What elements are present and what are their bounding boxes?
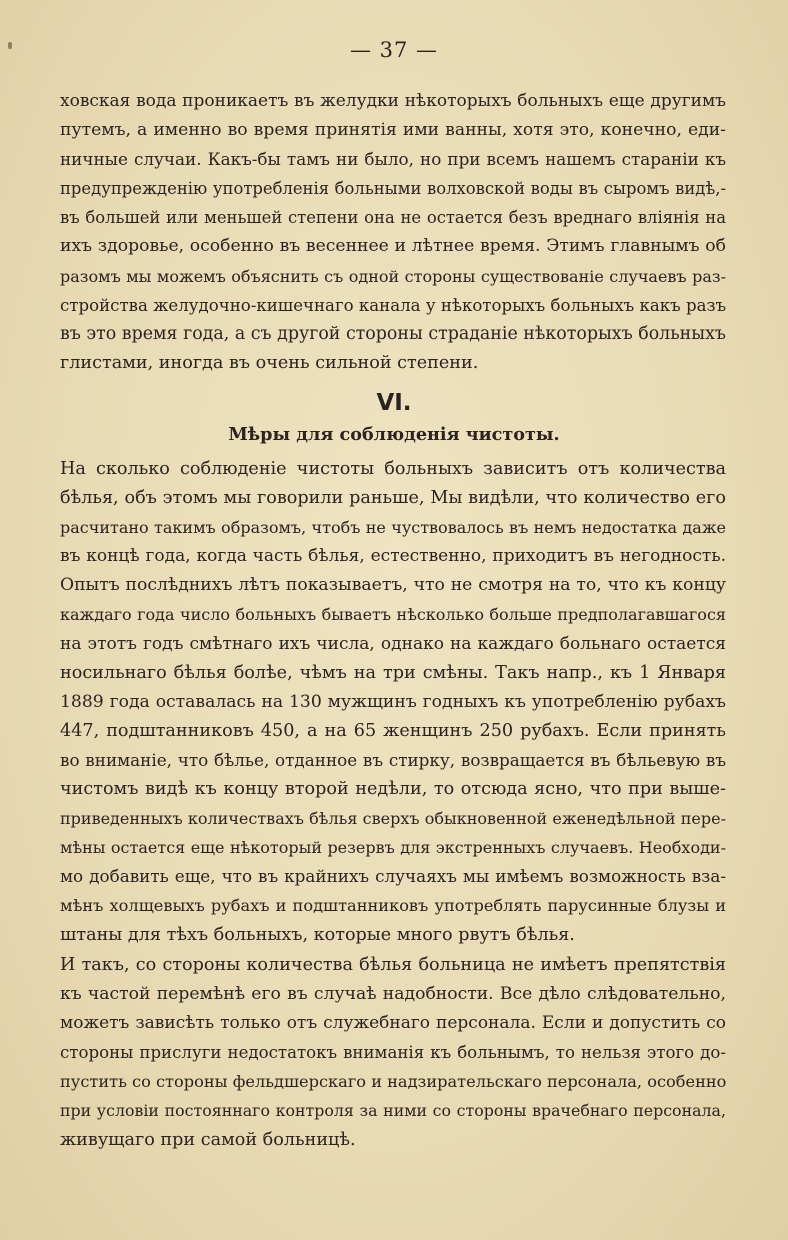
text-line: при условіи постояннаго контроля за ними со стороны врачебнаго персонала, (60, 1101, 726, 1121)
text-line: во вниманіе, что бѣлье, отданное въ стирку, возвращается въ бѣльевую въ (60, 749, 726, 770)
text-line: ихъ здоровье, особенно въ весеннее и лѣтнее время. Этимъ главнымъ об (60, 236, 726, 257)
text-line: мо добавить еще, что въ крайнихъ случаяхъ мы имѣемъ возможность вза- (60, 866, 726, 887)
section-title: Мѣры для соблюденія чистоты. (228, 424, 560, 445)
text-line: Опытъ послѣднихъ лѣтъ показываетъ, что не смотря на то, что къ концу (60, 575, 726, 596)
paragraph-2 (60, 455, 726, 950)
text-line: путемъ, а именно во время принятія ими ванны, хотя это, конечно, еди- (60, 120, 726, 141)
text-line: 1889 года оставалась на 130 мужщинъ годныхъ къ употребленію рубахъ (60, 691, 726, 712)
text-line: въ большей или меньшей степени она не остается безъ вреднаго вліянія на (60, 208, 726, 228)
text-line: чистомъ видѣ къ концу второй недѣли, то отсюда ясно, что при выше- (60, 779, 726, 800)
text-line: На сколько соблюденіе чистоты больныхъ зависитъ отъ количества (60, 459, 726, 479)
paragraph-3 (60, 951, 726, 1155)
text-line: предупрежденію употребленія больными волховской воды въ сыромъ видѣ,- (60, 179, 726, 199)
text-line: носильнаго бѣлья болѣе, чѣмъ на три смѣны. Такъ напр., къ 1 Января (60, 662, 726, 683)
text-line: 447, подштанниковъ 450, а на 65 женщинъ 250 рубахъ. Если принять (60, 720, 726, 741)
text-line: ничные случаи. Какъ-бы тамъ ни было, но при всемъ нашемъ стараніи къ (60, 149, 726, 170)
text-line: на этотъ годъ смѣтнаго ихъ числа, однако на каждаго больнаго остается (60, 633, 726, 654)
text-line: И такъ, со стороны количества бѣлья больница не имѣетъ препятствія (60, 955, 726, 975)
text-line: мѣны остается еще нѣкоторый резервъ для экстренныхъ случаевъ. Необходи- (60, 838, 726, 858)
text-line: бѣлья, объ этомъ мы говорили раньше, Мы видѣли, что количество его (60, 488, 726, 509)
text-line: мѣнъ холщевыхъ рубахъ и подштанниковъ употреблять парусинные блузы и (60, 896, 726, 916)
text-line: расчитано такимъ образомъ, чтобъ не чуствовалось въ немъ недостатка даже (60, 518, 726, 538)
text-line: каждаго года число больныхъ бываетъ нѣсколько больше предполагавшагося (60, 605, 726, 625)
text-line: въ концѣ года, когда часть бѣлья, естественно, приходитъ въ негодность. (60, 546, 726, 567)
page-number: — 37 — (349, 38, 439, 62)
text-line: разомъ мы можемъ объяснить съ одной стороны существованіе случаевъ раз- (60, 266, 726, 286)
text-line: штаны для тѣхъ больныхъ, которые много рвутъ бѣлья. (60, 924, 575, 945)
paragraph-1 (60, 87, 726, 378)
text-line: приведенныхъ количествахъ бѣлья сверхъ обыкновенной еженедѣльной пере- (60, 809, 726, 829)
section-number: VI. (376, 390, 412, 416)
text-line: живущаго при самой больницѣ. (60, 1129, 356, 1150)
text-line: ховская вода проникаетъ въ желудки нѣкоторыхъ больныхъ еще другимъ (60, 91, 726, 111)
text-line: глистами, иногда въ очень сильной степени. (60, 352, 479, 373)
text-line: въ это время года, а съ другой стороны страданіе нѣкоторыхъ больныхъ (60, 323, 726, 344)
text-line: къ частой перемѣнѣ его въ случаѣ надобности. Все дѣло слѣдовательно, (60, 984, 726, 1005)
text-line: пустить со стороны фельдшерскаго и надзирательскаго персонала, особенно (60, 1072, 726, 1092)
text-line: стройства желудочно-кишечнаго канала у нѣкоторыхъ больныхъ какъ разъ (60, 295, 726, 315)
text-line: можетъ зависѣть только отъ служебнаго персонала. Если и допустить со (60, 1013, 726, 1034)
text-line: стороны прислуги недостатокъ вниманія къ больнымъ, то нельзя этого до- (60, 1043, 726, 1063)
